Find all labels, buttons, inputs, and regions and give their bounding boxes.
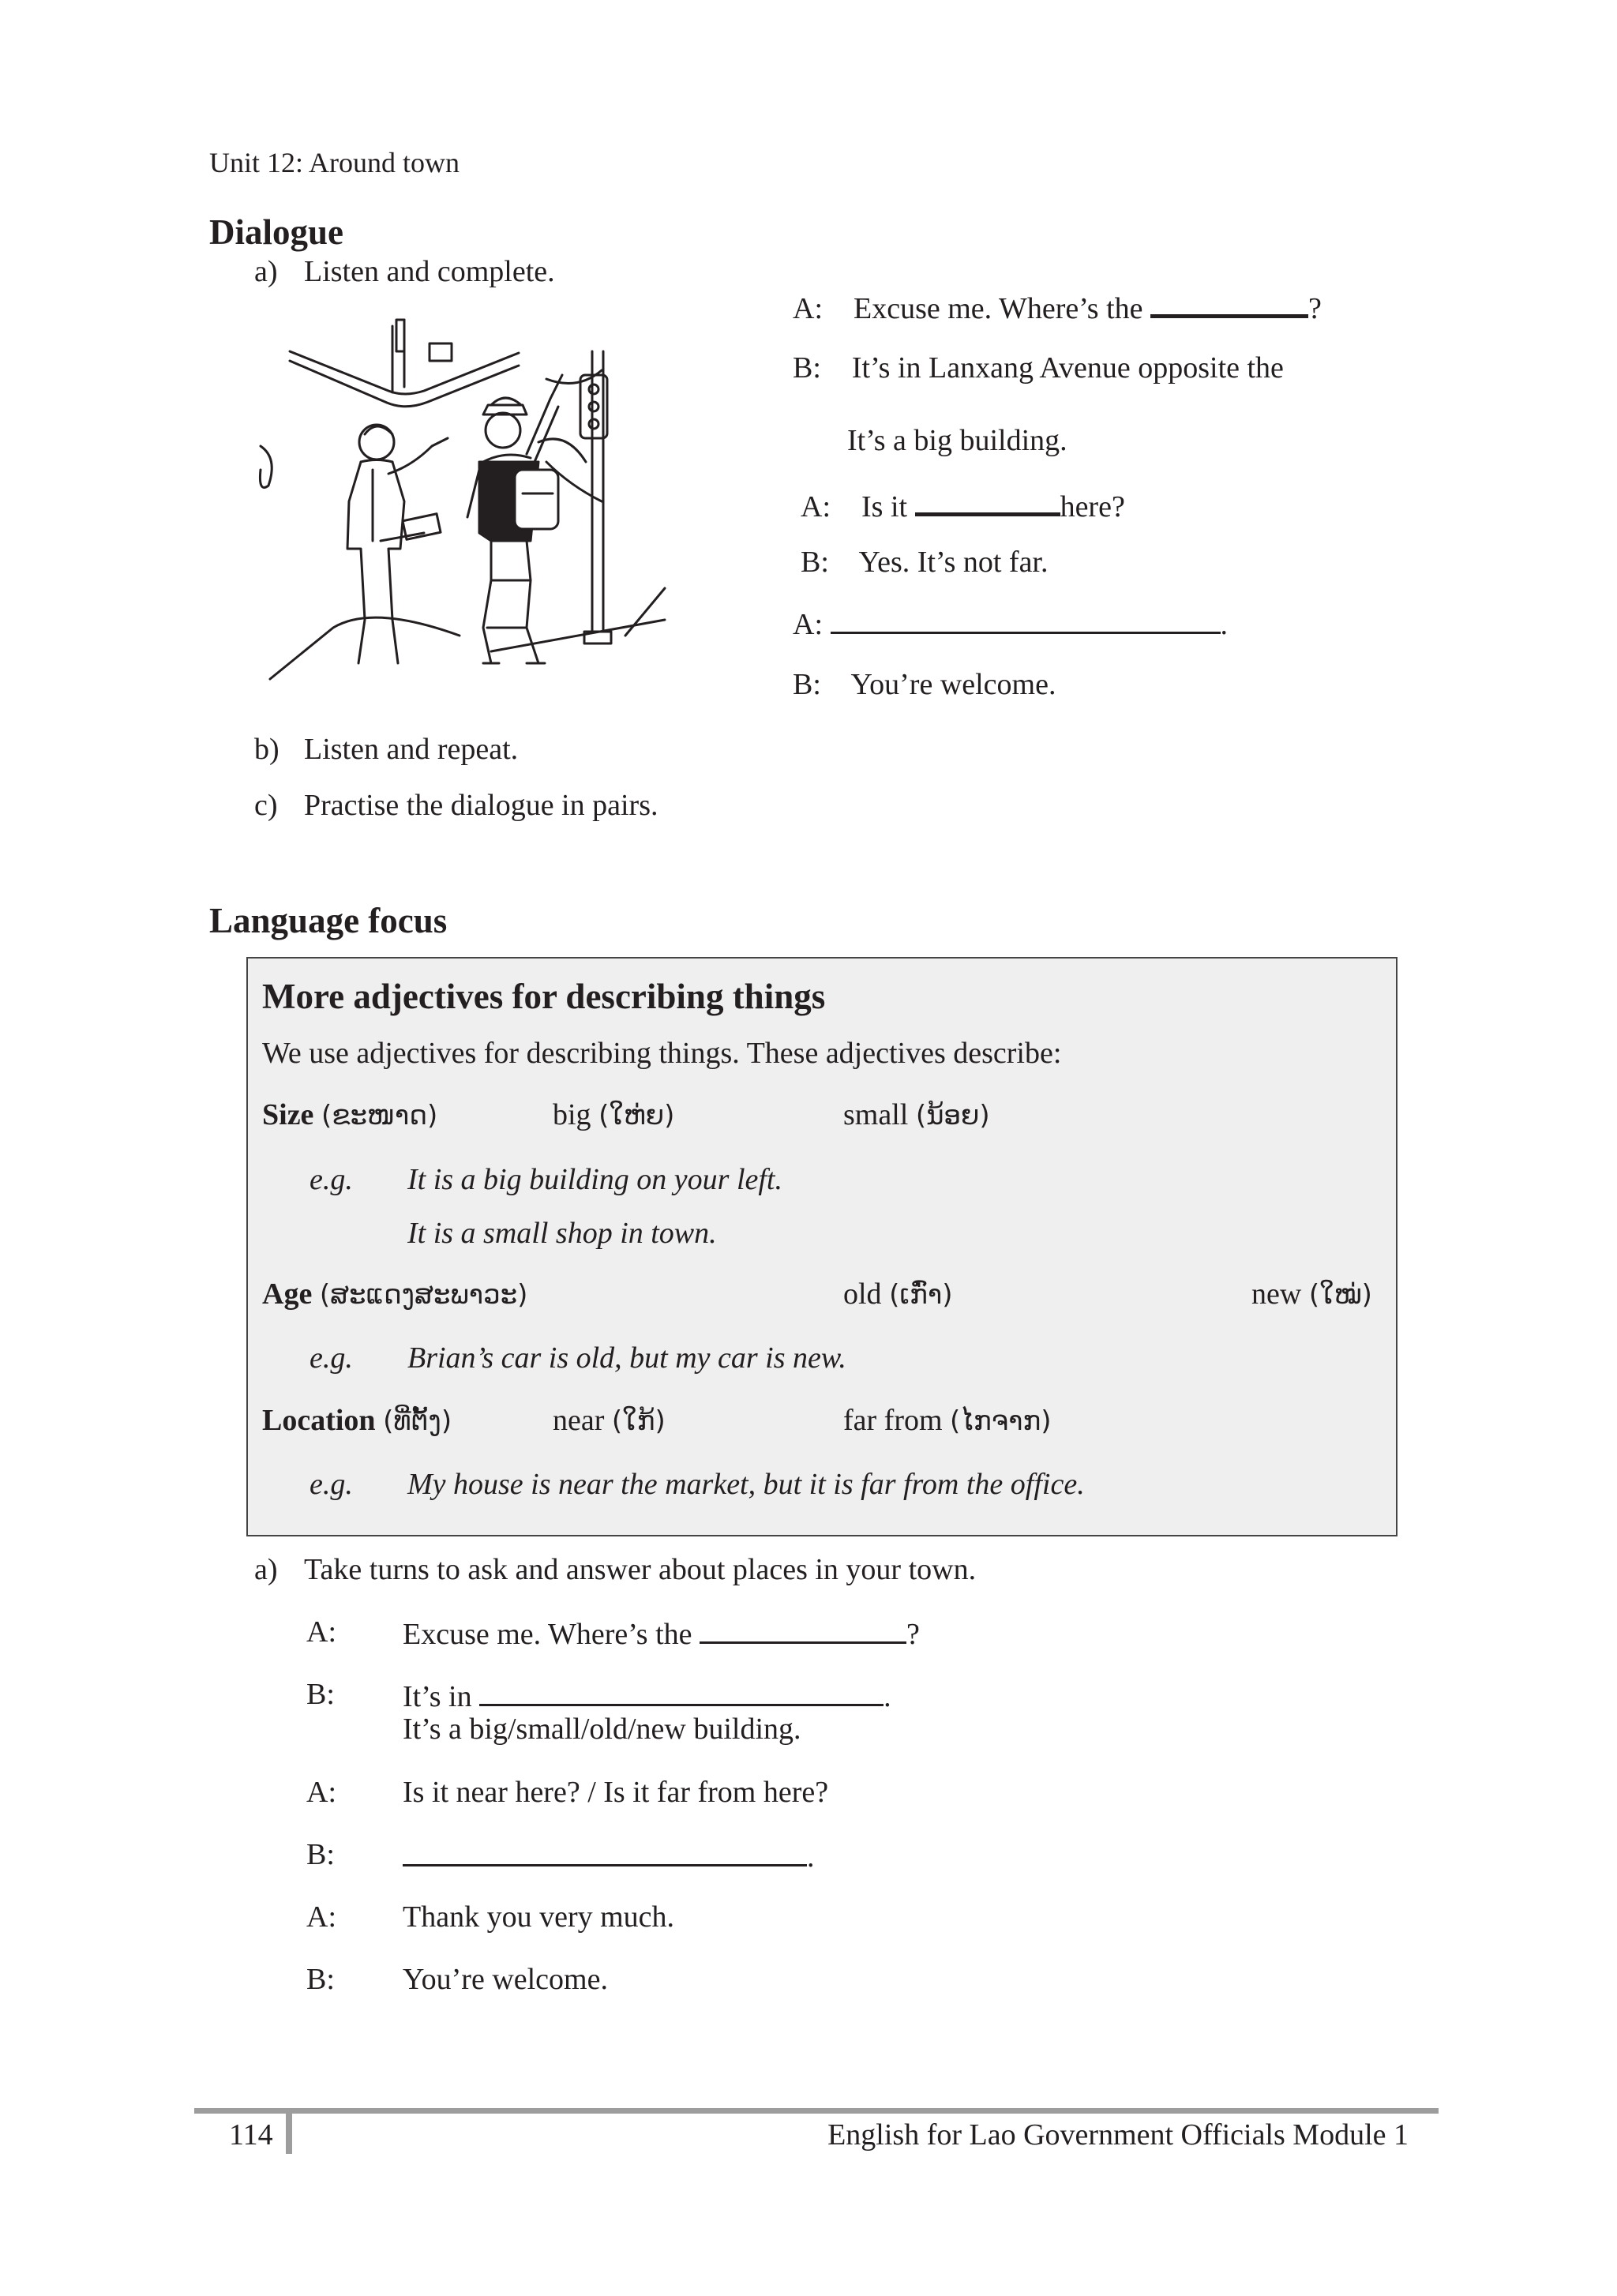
word-en: far from [843,1404,943,1437]
size-example-2: It is a small shop in town. [407,1217,717,1250]
line-end: ? [906,1618,920,1651]
word-lao: (ໃຫ່ຍ) [598,1100,675,1131]
dialogue-line-4 [801,486,1125,524]
task-b-letter: b) [254,733,280,766]
footer-rule [194,2108,1439,2114]
age-word-old [843,1277,952,1312]
word-en: big [553,1098,591,1131]
answer-blank[interactable] [700,1615,906,1644]
age-eg-marker: e.g. [310,1341,353,1375]
age-label [262,1277,527,1312]
box-intro: We use adjectives for describing things. These adjectives describe: [262,1037,1062,1070]
speaker-label: B: [801,546,829,579]
task-a-letter: a) [254,255,278,288]
line-end: . [1220,608,1228,641]
speaker-label: B: [793,351,821,385]
word-lao: (ນ້ອຍ) [915,1100,990,1131]
line-text: Is it [861,490,908,523]
page-number: 114 [229,2118,273,2152]
line-text: It’s in Lanxang Avenue opposite the [851,351,1284,385]
location-label [262,1403,452,1439]
age-label-lao: (ສະແດງສະພາວະ) [319,1279,528,1311]
speaker-label: A: [793,292,823,325]
size-label-en: Size [262,1098,314,1131]
practice-speaker-6: B: [306,1963,335,1996]
size-label [262,1097,437,1133]
language-focus-heading: Language focus [209,901,448,940]
speaker-label: B: [793,668,821,701]
line-text: It’s in [403,1680,472,1713]
line-end: . [807,1840,815,1874]
unit-title: Unit 12: Around town [209,147,460,178]
age-word-new [1251,1277,1372,1312]
answer-blank[interactable] [831,605,1221,634]
practice-task-text: Take turns to ask and answer about places in your town. [304,1553,977,1586]
speaker-label: A: [793,608,823,641]
answer-blank[interactable] [915,486,1060,516]
task-c-letter: c) [254,789,278,822]
answer-blank[interactable] [479,1677,884,1706]
word-en: small [843,1098,909,1131]
age-label-en: Age [262,1277,313,1311]
size-example-1: It is a big building on your left. [407,1163,782,1196]
line-end: . [884,1680,891,1713]
word-lao: (ໄກຈາກ) [950,1405,1052,1437]
line-end: ? [1308,292,1322,325]
location-eg-marker: e.g. [310,1468,353,1501]
line-text: Excuse me. Where’s the [854,292,1143,325]
dialogue-line-2 [793,351,1284,385]
location-word-far [843,1403,1052,1439]
box-title: More adjectives for describing things [262,977,826,1016]
answer-blank[interactable] [1150,287,1308,318]
word-lao: (ໃໝ່) [1308,1279,1372,1311]
dialogue-heading: Dialogue [209,212,344,252]
size-eg-marker: e.g. [310,1163,353,1196]
street-directions-illustration [254,304,681,683]
practice-line-1 [403,1615,920,1652]
practice-line-3: Is it near here? / Is it far from here? [403,1776,829,1809]
practice-task-letter: a) [254,1553,278,1586]
speaker-label: A: [801,490,831,523]
footer-divider [286,2108,292,2154]
practice-line-2b: It’s a big/small/old/new building. [403,1713,801,1746]
task-c-text: Practise the dialogue in pairs. [304,789,658,822]
practice-speaker-3: A: [306,1776,336,1809]
location-label-en: Location [262,1404,376,1437]
practice-line-4 [403,1837,815,1874]
location-label-lao: (ທີ່ຕັ້ງ) [383,1405,452,1437]
practice-speaker-2: B: [306,1678,335,1711]
book-title: English for Lao Government Officials Module 1 [827,2118,1409,2152]
line-text: You’re welcome. [850,668,1056,701]
dialogue-line-5 [801,545,1049,580]
line-text: Excuse me. Where’s the [403,1618,692,1651]
practice-speaker-4: B: [306,1838,335,1871]
task-b-text: Listen and repeat. [304,733,519,766]
location-example: My house is near the market, but it is far from the office. [407,1468,1085,1501]
dialogue-line-7 [793,667,1056,702]
practice-line-6: You’re welcome. [403,1963,608,1996]
dialogue-line-3: It’s a big building. [847,424,1067,457]
word-en: old [843,1277,882,1311]
practice-line-5: Thank you very much. [403,1900,675,1934]
practice-speaker-1: A: [306,1615,336,1649]
answer-blank[interactable] [403,1837,807,1866]
word-en: new [1251,1277,1302,1311]
line-text: Yes. It’s not far. [858,546,1049,579]
size-word-small [843,1097,990,1133]
size-label-lao: (ຂະໜາດ) [321,1100,438,1131]
dialogue-line-1 [793,287,1322,326]
dialogue-line-6 [793,605,1228,642]
location-word-near [553,1403,666,1439]
practice-line-2 [403,1677,891,1714]
size-word-big [553,1097,674,1133]
word-lao: (ເກົ່າ) [889,1279,953,1311]
age-example: Brian’s car is old, but my car is new. [407,1341,846,1375]
task-a-text: Listen and complete. [304,255,555,288]
word-en: near [553,1404,605,1437]
word-lao: (ໃກ້) [611,1405,666,1437]
line-end: here? [1060,490,1125,523]
practice-speaker-5: A: [306,1900,336,1934]
